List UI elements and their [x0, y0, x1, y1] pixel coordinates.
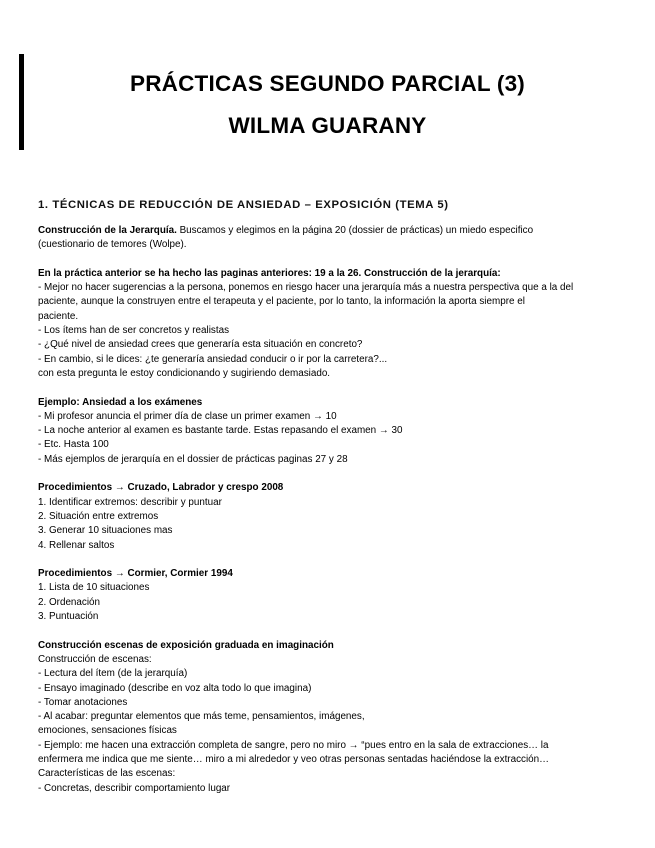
practica-line: - Los ítems han de ser concretos y realistas: [38, 325, 230, 337]
practica-line: paciente, aunque la construyen entre el terapeuta y el paciente, por lo tanto, la información la aporta siempre el: [38, 296, 525, 308]
practica-line: - Mejor no hacer sugerencias a la persona, ponemos en riesgo hacer una jerarquía más a nuestra perspectiva que a la del: [38, 282, 574, 294]
practica-line: paciente.: [38, 310, 79, 322]
list-item: - Etc. Hasta 100: [38, 439, 109, 451]
practica-line: con esta pregunta le estoy condicionando y sugiriendo demasiado.: [38, 367, 331, 379]
construccion-line-2: (cuestionario de temores (Wolpe).: [38, 239, 187, 251]
list-item: 2. Ordenación: [38, 596, 101, 608]
list-item: - Tomar anotaciones: [38, 696, 128, 708]
left-margin-bar: [19, 54, 24, 150]
procedimientos-heading-1: Procedimientos → Cruzado, Labrador y crespo 2008: [38, 482, 284, 494]
list-item: - Ensayo imaginado (describe en voz alta todo lo que imagina): [38, 682, 312, 694]
list-item: 4. Rellenar saltos: [38, 539, 115, 551]
list-item: - Lectura del ítem (de la jerarquía): [38, 668, 188, 680]
list-item: enfermera me indica que me siente… miro a mi alrededor y veo otras personas sentadas haciéndose la extracción…: [38, 753, 550, 765]
practica-line: - En cambio, si le dices: ¿te generaría ansiedad conducir o ir por la carretera?...: [38, 353, 388, 365]
list-item: 2. Situación entre extremos: [38, 510, 159, 522]
document-author: WILMA GUARANY: [228, 113, 427, 138]
list-item: - Ejemplo: me hacen una extracción completa de sangre, pero no miro → “pues entro en la sala de extracciones… la: [38, 739, 549, 751]
ejemplo-heading: Ejemplo: Ansiedad a los exámenes: [38, 396, 203, 408]
escenas-heading: Construcción escenas de exposición graduada en imaginación: [38, 639, 334, 651]
section-heading: 1. TÉCNICAS DE REDUCCIÓN DE ANSIEDAD – EXPOSICIÓN (TEMA 5): [38, 199, 449, 211]
list-item: - Más ejemplos de jerarquía en el dossier de prácticas paginas 27 y 28: [38, 453, 348, 465]
document-title: PRÁCTICAS SEGUNDO PARCIAL (3): [130, 71, 525, 96]
list-item: 3. Generar 10 situaciones mas: [38, 525, 173, 537]
construccion-line: [38, 224, 628, 238]
document-body: [38, 224, 628, 796]
construccion-text: Buscamos y elegimos en la página 20 (dossier de prácticas) un miedo especifico: [176, 225, 534, 236]
practica-line: - ¿Qué nivel de ansiedad crees que generaría esta situación en concreto?: [38, 339, 363, 351]
list-item: 1. Identificar extremos: describir y puntuar: [38, 496, 222, 508]
list-item: emociones, sensaciones físicas: [38, 725, 177, 737]
practica-heading: En la práctica anterior se ha hecho las paginas anteriores: 19 a la 26. Construcción de la jerarquía:: [38, 267, 501, 279]
list-item: 3. Puntuación: [38, 611, 99, 623]
list-item: - Mi profesor anuncia el primer día de clase un primer examen → 10: [38, 410, 337, 422]
list-item: - Al acabar: preguntar elementos que más teme, pensamientos, imágenes,: [38, 711, 365, 723]
list-item: Construcción de escenas:: [38, 653, 152, 665]
list-item: 1. Lista de 10 situaciones: [38, 582, 150, 594]
list-item: - Concretas, describir comportamiento lugar: [38, 782, 231, 794]
procedimientos-heading-2: Procedimientos → Cormier, Cormier 1994: [38, 568, 233, 580]
construccion-bold: Construcción de la Jerarquía.: [38, 225, 177, 236]
list-item: - La noche anterior al examen es bastante tarde. Estas repasando el examen → 30: [38, 425, 403, 437]
list-item: Características de las escenas:: [38, 768, 176, 780]
